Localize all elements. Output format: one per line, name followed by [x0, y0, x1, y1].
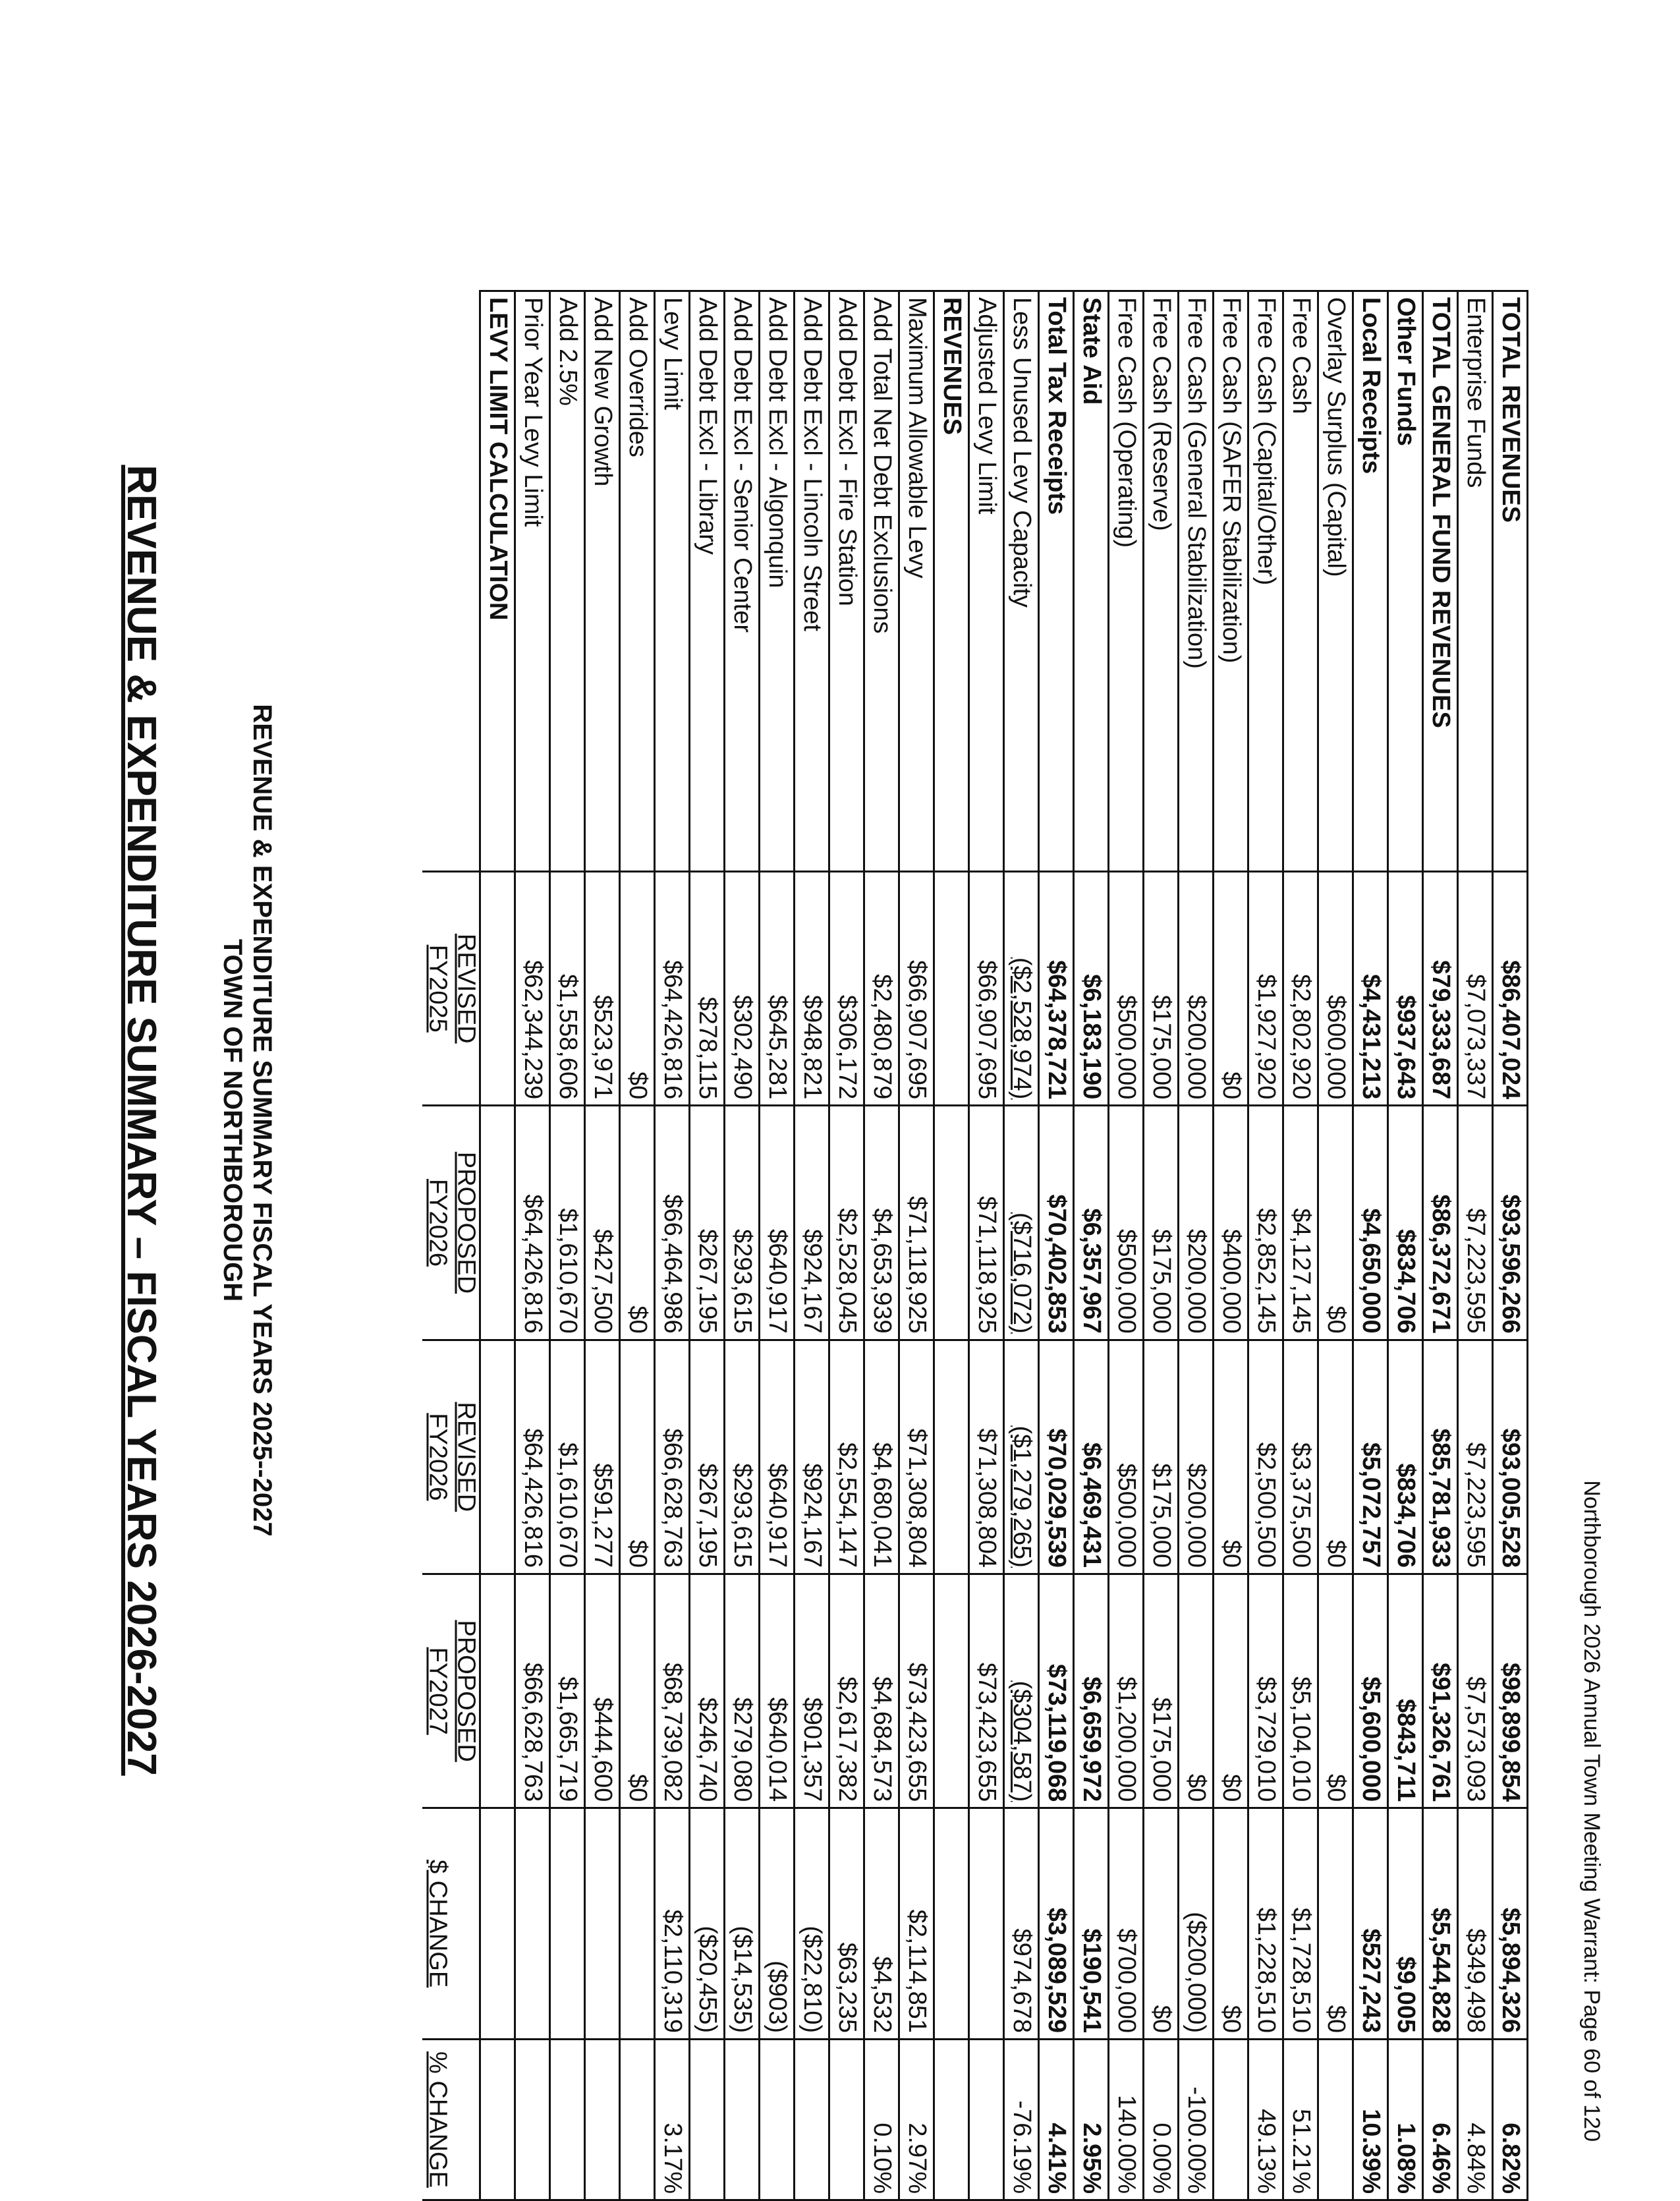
column-header-line2: FY2026: [424, 1413, 452, 1501]
column-header-line2: FY2026: [424, 1178, 452, 1267]
revenue-summary-table: [422, 290, 1528, 2201]
row-label: Add New Growth: [585, 291, 620, 872]
table-row: [1423, 291, 1458, 2200]
row-label: Less Unused Levy Capacity: [1004, 291, 1039, 872]
value-cell: $7,573,093: [1458, 1574, 1493, 1808]
column-header-line1: REVISED: [452, 1402, 480, 1512]
row-label: Overlay Surplus (Capital): [1318, 291, 1353, 872]
value-cell: [620, 1808, 655, 2040]
town-name: TOWN OF NORTHBOROUGH: [218, 938, 247, 1302]
row-label: Free Cash (SAFER Stabilization): [1214, 291, 1248, 872]
value-cell: [1318, 2039, 1353, 2200]
value-cell: 6.82%: [1493, 2039, 1528, 2200]
value-cell: $71,118,925: [899, 1106, 934, 1340]
value-cell: $1,228,510: [1248, 1808, 1283, 2040]
value-cell: $2,802,920: [1283, 872, 1318, 1106]
value-cell: $3,089,529: [1039, 1808, 1074, 2040]
value-cell: $349,498: [1458, 1808, 1493, 2040]
value-cell: 51.21%: [1283, 2039, 1318, 2200]
table-row: [760, 291, 795, 2200]
value-cell: $293,615: [725, 1106, 760, 1340]
table-row: [690, 291, 725, 2200]
row-label: Add Overrides: [620, 291, 655, 872]
value-cell: $523,971: [585, 872, 620, 1106]
value-cell: $0: [1318, 1340, 1353, 1574]
table-row: [1248, 291, 1283, 2200]
value-cell: ($716,072): [1004, 1106, 1039, 1340]
value-cell: $85,781,933: [1423, 1340, 1458, 1574]
row-label: Prior Year Levy Limit: [515, 291, 550, 872]
column-header-line2: $ CHANGE: [424, 1859, 452, 1988]
value-cell: $200,000: [1179, 1106, 1214, 1340]
value-cell: $70,029,539: [1039, 1340, 1074, 1574]
value-cell: ($20,455): [690, 1808, 725, 2040]
value-cell: $834,706: [1388, 1106, 1423, 1340]
table-row: [550, 291, 585, 2200]
value-cell: $6,659,972: [1074, 1574, 1109, 1808]
value-cell: $2,500,500: [1248, 1340, 1283, 1574]
value-cell: $948,821: [795, 872, 829, 1106]
value-cell: [585, 1808, 620, 2040]
value-cell: [969, 1808, 1004, 2040]
value-cell: $0: [620, 872, 655, 1106]
value-cell: $278,115: [690, 872, 725, 1106]
column-header: [422, 1106, 480, 1340]
table-row: [1493, 291, 1528, 2200]
value-cell: [515, 1808, 550, 2040]
value-cell: $2,480,879: [864, 872, 899, 1106]
value-cell: $4,680,041: [864, 1340, 899, 1574]
value-cell: [934, 2039, 969, 2200]
column-header-line2: % CHANGE: [424, 2051, 452, 2188]
value-cell: $79,333,687: [1423, 872, 1458, 1106]
page-title: REVENUE & EXPENDITURE SUMMARY – FISCAL YEARS 2026-2027: [119, 465, 164, 1776]
value-cell: $1,728,510: [1283, 1808, 1318, 2040]
table-row: [829, 291, 864, 2200]
value-cell: $93,596,266: [1493, 1106, 1528, 1340]
value-cell: $640,917: [760, 1340, 795, 1574]
table-row: [655, 291, 690, 2200]
value-cell: [620, 2039, 655, 2200]
value-cell: $591,277: [585, 1340, 620, 1574]
table-row: [1039, 291, 1074, 2200]
value-cell: $924,167: [795, 1340, 829, 1574]
value-cell: $71,308,804: [899, 1340, 934, 1574]
table-row: [725, 291, 760, 2200]
value-cell: ($2,528,974): [1004, 872, 1039, 1106]
value-cell: $924,167: [795, 1106, 829, 1340]
summary-table-container: [422, 290, 1528, 2201]
column-header-line1: REVISED: [452, 933, 480, 1044]
value-cell: $175,000: [1144, 872, 1179, 1106]
value-cell: $64,426,816: [515, 1340, 550, 1574]
value-cell: 1.08%: [1388, 2039, 1423, 2200]
column-header: [422, 1340, 480, 1574]
value-cell: $5,072,757: [1353, 1340, 1388, 1574]
value-cell: 2.97%: [899, 2039, 934, 2200]
column-header-line1: PROPOSED: [452, 1151, 480, 1294]
table-row: [1179, 291, 1214, 2200]
value-cell: $63,235: [829, 1808, 864, 2040]
value-cell: $279,080: [725, 1574, 760, 1808]
value-cell: ($14,535): [725, 1808, 760, 2040]
value-cell: $86,372,671: [1423, 1106, 1458, 1340]
value-cell: ($200,000): [1179, 1808, 1214, 2040]
value-cell: $246,740: [690, 1574, 725, 1808]
value-cell: $73,423,655: [899, 1574, 934, 1808]
value-cell: 0.10%: [864, 2039, 899, 2200]
value-cell: 6.46%: [1423, 2039, 1458, 2200]
row-label: Add Debt Excl - Library: [690, 291, 725, 872]
value-cell: $6,183,190: [1074, 872, 1109, 1106]
table-row: [620, 291, 655, 2200]
value-cell: $0: [1179, 1574, 1214, 1808]
value-cell: $0: [620, 1340, 655, 1574]
value-cell: 3.17%: [655, 2039, 690, 2200]
value-cell: $0: [1318, 1106, 1353, 1340]
value-cell: $4,653,939: [864, 1106, 899, 1340]
value-cell: $68,739,082: [655, 1574, 690, 1808]
value-cell: $4,127,145: [1283, 1106, 1318, 1340]
value-cell: $400,000: [1214, 1106, 1248, 1340]
value-cell: $901,357: [795, 1574, 829, 1808]
value-cell: $73,423,655: [969, 1574, 1004, 1808]
value-cell: $302,490: [725, 872, 760, 1106]
value-cell: $293,615: [725, 1340, 760, 1574]
value-cell: $444,600: [585, 1574, 620, 1808]
value-cell: $700,000: [1109, 1808, 1144, 2040]
value-cell: $1,610,670: [550, 1340, 585, 1574]
table-row: [480, 291, 515, 2200]
value-cell: $98,899,854: [1493, 1574, 1528, 1808]
value-cell: ($903): [760, 1808, 795, 2040]
value-cell: $71,118,925: [969, 1106, 1004, 1340]
value-cell: $3,375,500: [1283, 1340, 1318, 1574]
value-cell: 140.00%: [1109, 2039, 1144, 2200]
value-cell: [550, 1808, 585, 2040]
row-label: Maximum Allowable Levy: [899, 291, 934, 872]
column-header: [422, 2039, 480, 2200]
column-header: [422, 1808, 480, 2040]
table-row: [1074, 291, 1109, 2200]
table-row: [934, 291, 969, 2200]
value-cell: $0: [1214, 872, 1248, 1106]
table-row: [1318, 291, 1353, 2200]
value-cell: $0: [1318, 1808, 1353, 2040]
value-cell: $306,172: [829, 872, 864, 1106]
row-label: Add Debt Excl - Senior Center: [725, 291, 760, 872]
value-cell: $200,000: [1179, 1340, 1214, 1574]
value-cell: $175,000: [1144, 1340, 1179, 1574]
row-label: Local Receipts: [1353, 291, 1388, 872]
value-cell: $7,223,595: [1458, 1340, 1493, 1574]
value-cell: $62,344,239: [515, 872, 550, 1106]
value-cell: $0: [1144, 1808, 1179, 2040]
column-header-line2: FY2025: [424, 944, 452, 1033]
value-cell: $66,628,763: [655, 1340, 690, 1574]
value-cell: 4.41%: [1039, 2039, 1074, 2200]
value-cell: $200,000: [1179, 872, 1214, 1106]
value-cell: [934, 1106, 969, 1340]
value-cell: $86,407,024: [1493, 872, 1528, 1106]
value-cell: $843,711: [1388, 1574, 1423, 1808]
value-cell: [934, 872, 969, 1106]
value-cell: $66,907,695: [969, 872, 1004, 1106]
value-cell: $0: [620, 1106, 655, 1340]
value-cell: ($304,587): [1004, 1574, 1039, 1808]
row-label: State Aid: [1074, 291, 1109, 872]
table-row: [1353, 291, 1388, 2200]
value-cell: $91,326,761: [1423, 1574, 1458, 1808]
column-header: [422, 872, 480, 1106]
row-label: Enterprise Funds: [1458, 291, 1493, 872]
value-cell: $5,104,010: [1283, 1574, 1318, 1808]
value-cell: $4,431,213: [1353, 872, 1388, 1106]
value-cell: [480, 1106, 515, 1340]
value-cell: $70,402,853: [1039, 1106, 1074, 1340]
value-cell: [480, 1574, 515, 1808]
table-row: [899, 291, 934, 2200]
table-subtitle: REVENUE & EXPENDITURE SUMMARY FISCAL YEARS 2025--2027: [248, 704, 277, 1537]
row-label: Free Cash: [1283, 291, 1318, 872]
value-cell: $267,195: [690, 1106, 725, 1340]
value-cell: $0: [1214, 1808, 1248, 2040]
value-cell: $2,617,382: [829, 1574, 864, 1808]
value-cell: [934, 1808, 969, 2040]
value-cell: $6,469,431: [1074, 1340, 1109, 1574]
value-cell: $2,554,147: [829, 1340, 864, 1574]
value-cell: 10.39%: [1353, 2039, 1388, 2200]
value-cell: 0.00%: [1144, 2039, 1179, 2200]
value-cell: $1,558,606: [550, 872, 585, 1106]
value-cell: $0: [1214, 1574, 1248, 1808]
header-label-cell: [422, 291, 480, 872]
table-row: [1004, 291, 1039, 2200]
value-cell: [934, 1574, 969, 1808]
row-label: Add Debt Excl - Lincoln Street: [795, 291, 829, 872]
value-cell: $500,000: [1109, 1106, 1144, 1340]
value-cell: $3,729,010: [1248, 1574, 1283, 1808]
table-row: [864, 291, 899, 2200]
row-label: Add Total Net Debt Exclusions: [864, 291, 899, 872]
value-cell: $66,907,695: [899, 872, 934, 1106]
row-label: Add Debt Excl - Fire Station: [829, 291, 864, 872]
value-cell: ($22,810): [795, 1808, 829, 2040]
value-cell: $93,005,528: [1493, 1340, 1528, 1574]
table-row: [1283, 291, 1318, 2200]
value-cell: $71,308,804: [969, 1340, 1004, 1574]
value-cell: 2.95%: [1074, 2039, 1109, 2200]
value-cell: $6,357,967: [1074, 1106, 1109, 1340]
value-cell: [480, 872, 515, 1106]
row-label: REVENUES: [934, 291, 969, 872]
value-cell: $175,000: [1144, 1574, 1179, 1808]
value-cell: $4,532: [864, 1808, 899, 2040]
value-cell: $2,114,851: [899, 1808, 934, 2040]
row-label: Levy Limit: [655, 291, 690, 872]
value-cell: [480, 1808, 515, 2040]
value-cell: 4.84%: [1458, 2039, 1493, 2200]
value-cell: $640,917: [760, 1106, 795, 1340]
table-row: [585, 291, 620, 2200]
row-label: Free Cash (Operating): [1109, 291, 1144, 872]
value-cell: $937,643: [1388, 872, 1423, 1106]
value-cell: [1214, 2039, 1248, 2200]
value-cell: [969, 2039, 1004, 2200]
row-label: Free Cash (Reserve): [1144, 291, 1179, 872]
row-label: Adjusted Levy Limit: [969, 291, 1004, 872]
value-cell: [480, 1340, 515, 1574]
value-cell: $64,426,816: [515, 1106, 550, 1340]
row-label: Other Funds: [1388, 291, 1423, 872]
table-row: [1214, 291, 1248, 2200]
value-cell: $4,650,000: [1353, 1106, 1388, 1340]
value-cell: $0: [1214, 1340, 1248, 1574]
value-cell: $5,894,326: [1493, 1808, 1528, 2040]
value-cell: $7,073,337: [1458, 872, 1493, 1106]
table-row: [1458, 291, 1493, 2200]
value-cell: $2,852,145: [1248, 1106, 1283, 1340]
value-cell: $0: [1318, 1574, 1353, 1808]
value-cell: [829, 2039, 864, 2200]
value-cell: $73,119,068: [1039, 1574, 1074, 1808]
value-cell: [725, 2039, 760, 2200]
value-cell: $1,610,670: [550, 1106, 585, 1340]
value-cell: $267,195: [690, 1340, 725, 1574]
value-cell: $64,426,816: [655, 872, 690, 1106]
value-cell: $66,628,763: [515, 1574, 550, 1808]
table-row: [1109, 291, 1144, 2200]
column-header: [422, 1574, 480, 1808]
value-cell: [515, 2039, 550, 2200]
value-cell: [480, 2039, 515, 2200]
value-cell: $500,000: [1109, 1340, 1144, 1574]
value-cell: $2,528,045: [829, 1106, 864, 1340]
value-cell: [934, 1340, 969, 1574]
value-cell: $500,000: [1109, 872, 1144, 1106]
value-cell: [585, 2039, 620, 2200]
value-cell: $5,600,000: [1353, 1574, 1388, 1808]
value-cell: $1,200,000: [1109, 1574, 1144, 1808]
value-cell: $175,000: [1144, 1106, 1179, 1340]
value-cell: -76.19%: [1004, 2039, 1039, 2200]
row-label: Free Cash (General Stabilization): [1179, 291, 1214, 872]
value-cell: $190,541: [1074, 1808, 1109, 2040]
value-cell: $2,110,319: [655, 1808, 690, 2040]
row-label: Add Debt Excl - Algonquin: [760, 291, 795, 872]
value-cell: [690, 2039, 725, 2200]
value-cell: $640,014: [760, 1574, 795, 1808]
table-row: [1388, 291, 1423, 2200]
row-label: Add 2.5%: [550, 291, 585, 872]
value-cell: $1,927,920: [1248, 872, 1283, 1106]
value-cell: $7,223,595: [1458, 1106, 1493, 1340]
value-cell: $1,665,719: [550, 1574, 585, 1808]
row-label: Total Tax Receipts: [1039, 291, 1074, 872]
value-cell: $427,500: [585, 1106, 620, 1340]
value-cell: $834,706: [1388, 1340, 1423, 1574]
value-cell: $974,678: [1004, 1808, 1039, 2040]
table-row: [1144, 291, 1179, 2200]
row-label: TOTAL GENERAL FUND REVENUES: [1423, 291, 1458, 872]
value-cell: $64,378,721: [1039, 872, 1074, 1106]
value-cell: $600,000: [1318, 872, 1353, 1106]
column-header-line1: PROPOSED: [452, 1620, 480, 1762]
value-cell: [795, 2039, 829, 2200]
value-cell: [550, 2039, 585, 2200]
value-cell: $527,243: [1353, 1808, 1388, 2040]
value-cell: -100.00%: [1179, 2039, 1214, 2200]
value-cell: $4,684,573: [864, 1574, 899, 1808]
table-row: [515, 291, 550, 2200]
row-label: LEVY LIMIT CALCULATION: [480, 291, 515, 872]
value-cell: 49.13%: [1248, 2039, 1283, 2200]
value-cell: ($1,279,265): [1004, 1340, 1039, 1574]
column-header-line2: FY2027: [424, 1647, 452, 1735]
value-cell: $645,281: [760, 872, 795, 1106]
table-header-row: [422, 291, 480, 2200]
value-cell: $9,005: [1388, 1808, 1423, 2040]
value-cell: [760, 2039, 795, 2200]
table-row: [795, 291, 829, 2200]
row-label: TOTAL REVENUES: [1493, 291, 1528, 872]
row-label: Free Cash (Capital/Other): [1248, 291, 1283, 872]
value-cell: $66,464,986: [655, 1106, 690, 1340]
page-footer: Northborough 2026 Annual Town Meeting Warrant: Page 60 of 120: [1579, 1480, 1604, 2142]
table-row: [969, 291, 1004, 2200]
value-cell: $5,544,828: [1423, 1808, 1458, 2040]
value-cell: $0: [620, 1574, 655, 1808]
